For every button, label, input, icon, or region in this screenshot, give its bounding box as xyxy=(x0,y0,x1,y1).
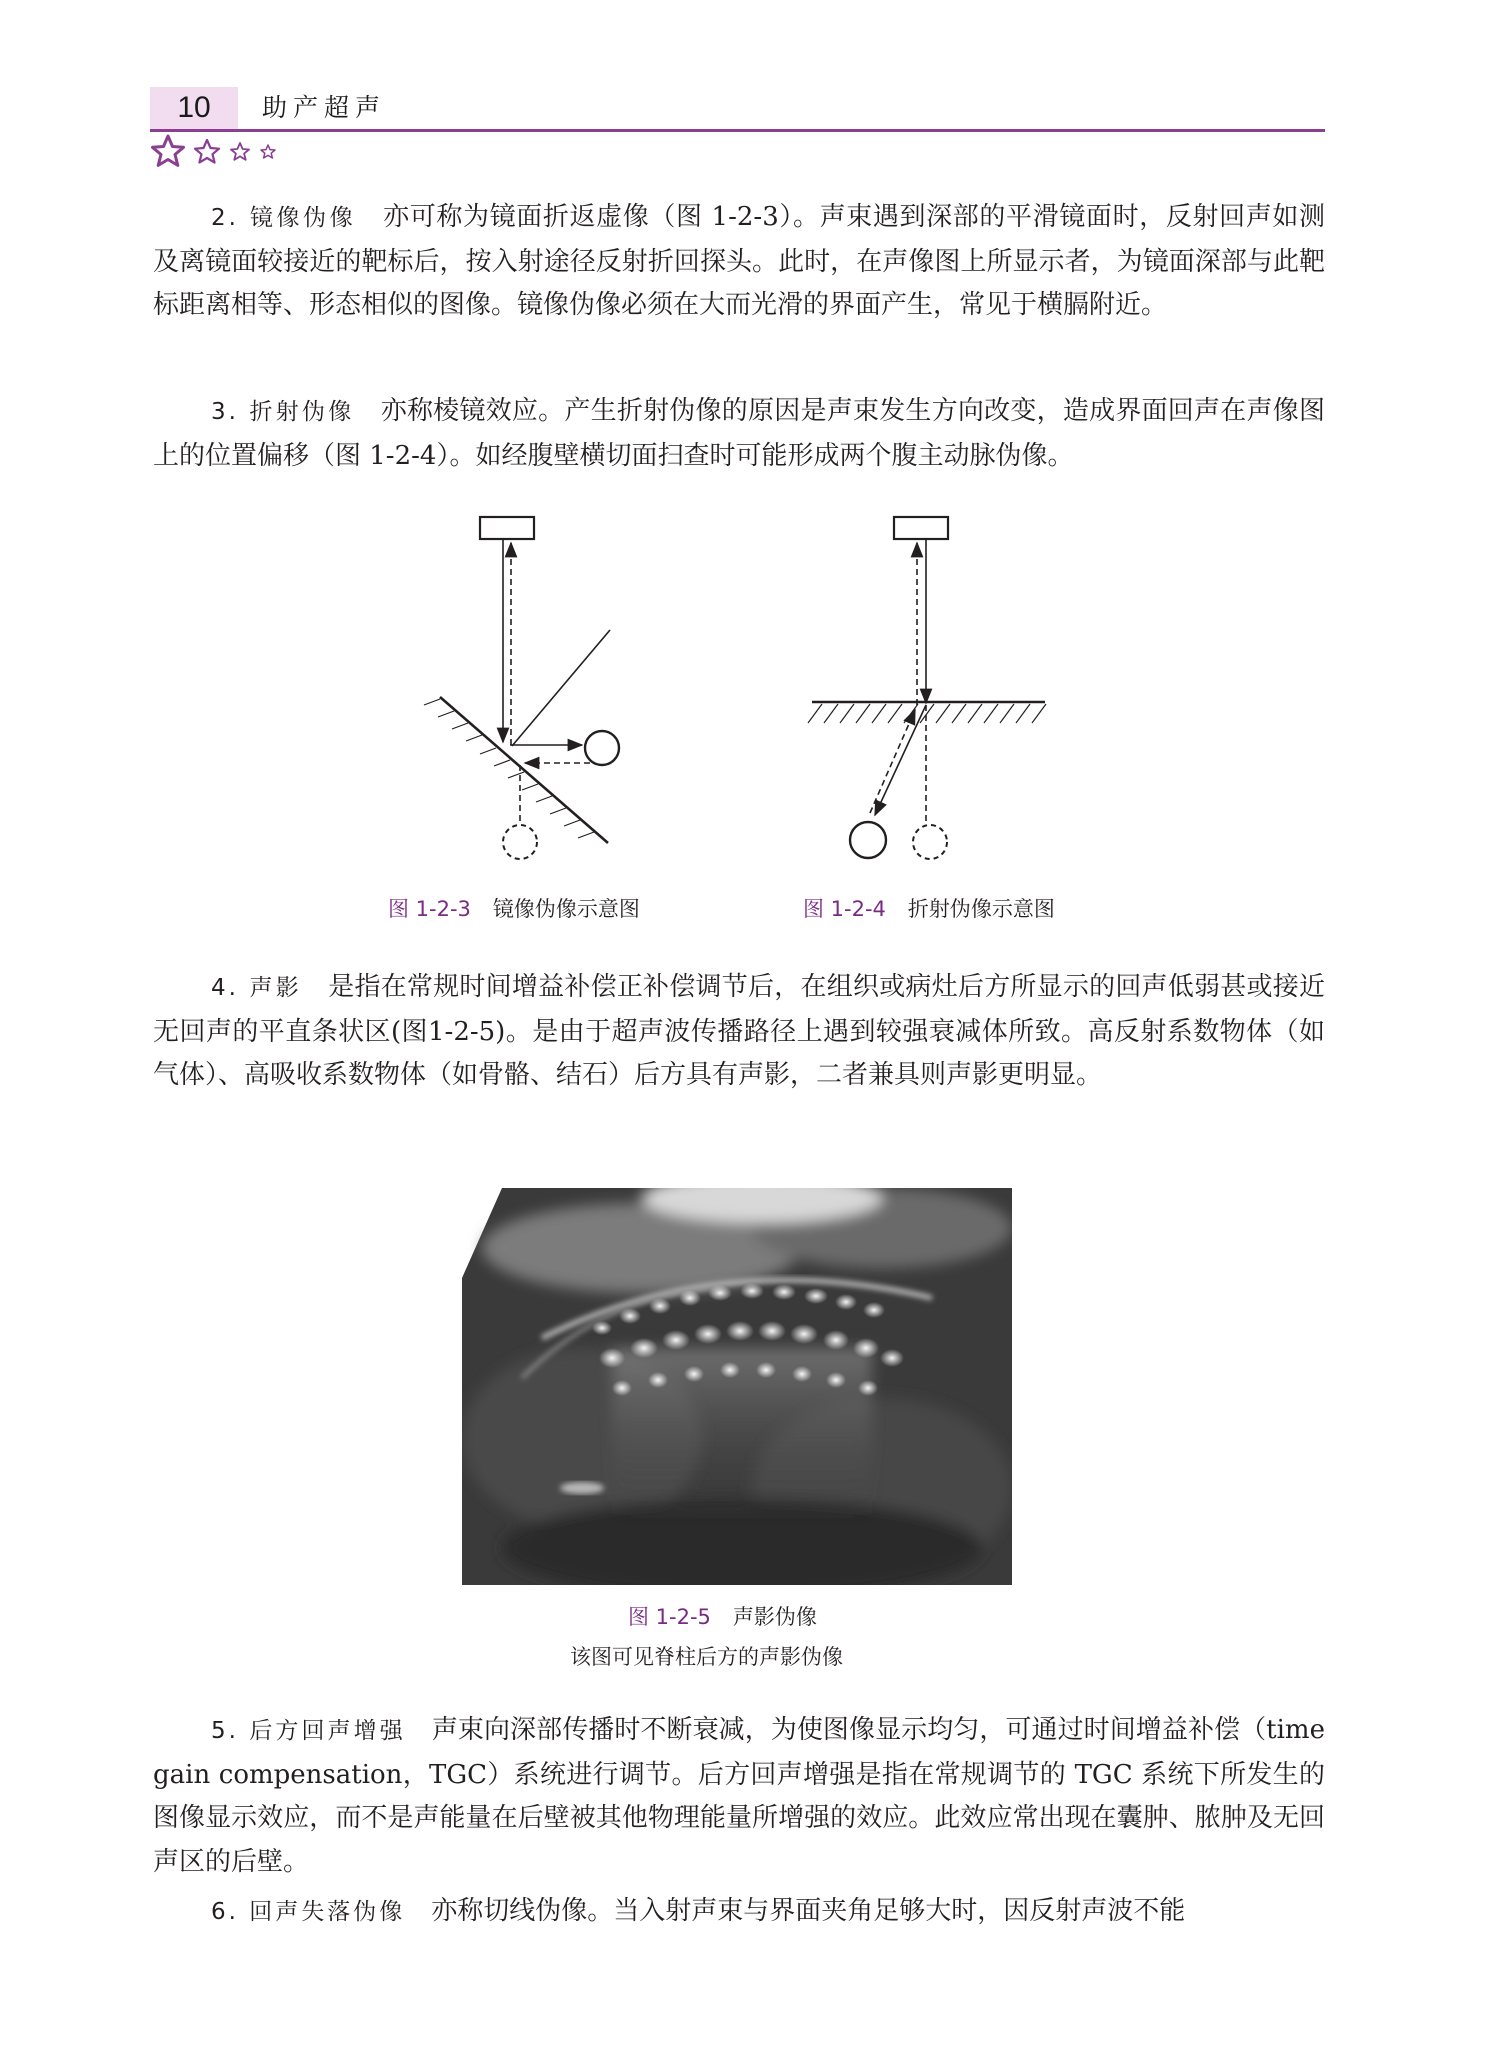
star-icon xyxy=(195,140,219,163)
paragraph-mirror-artifact xyxy=(153,196,1325,328)
star-icon xyxy=(153,136,184,165)
header-rule xyxy=(150,129,1325,132)
paragraph-acoustic-shadow xyxy=(153,966,1325,1098)
figure-number: 图 1-2-5 xyxy=(628,1605,711,1629)
figure-title: 折射伪像示意图 xyxy=(907,897,1055,921)
artifact-image-circle xyxy=(913,825,947,859)
paragraph-lead: 3. 折射伪像 xyxy=(211,399,355,425)
transducer-icon xyxy=(480,517,534,539)
target-circle xyxy=(850,822,886,858)
mirror-image-circle xyxy=(503,825,537,859)
figure-caption-1-2-3 xyxy=(388,893,640,923)
rating-stars-icon xyxy=(150,132,310,172)
figure-note: 该图可见脊柱后方的声影伪像 xyxy=(570,1645,843,1669)
page-number: 10 xyxy=(150,87,238,129)
paragraph-text: 亦称棱镜效应。产生折射伪像的原因是声束发生方向改变，造成界面回声在声像图上的位置偏移（图 1-2-4）。如经腹壁横切面扫查时可能形成两个腹主动脉伪像。 xyxy=(153,396,1325,471)
paragraph-lead: 4. 声影 xyxy=(211,975,302,1001)
figure-title: 镜像伪像示意图 xyxy=(492,897,640,921)
paragraph-lead: 6. 回声失落伪像 xyxy=(211,1899,406,1925)
paragraph-posterior-enhancement xyxy=(153,1709,1325,1884)
book-title: 助产超声 xyxy=(262,93,387,122)
paragraph-text: 声束向深部传播时不断衰减，为使图像显示均匀，可通过时间增益补偿（time gain compensation，TGC）系统进行调节。后方回声增强是指在常规调节的 TGC 系统下所发生的图像显示效应，而不是声能量在后壁被其他物理能量所增强的效应。此效应常出现在囊肿、脓肿及无回声区的后壁。 xyxy=(153,1715,1325,1877)
paragraph-text: 亦称切线伪像。当入射声束与界面夹角足够大时，因反射声波不能 xyxy=(431,1896,1186,1926)
refraction-artifact-diagram xyxy=(800,505,1060,875)
figure-caption-1-2-5 xyxy=(628,1601,817,1631)
star-icon xyxy=(261,145,275,158)
paragraph-text: 亦可称为镜面折返虚像（图 1-2-3）。声束遇到深部的平滑镜面时，反射回声如测及离镜面较接近的靶标后，按入射途径反射折回探头。此时，在声像图上所显示者，为镜面深部与此靶标距离相等、形态相似的图像。镜像伪像必须在大而光滑的界面产生，常见于横膈附近。 xyxy=(153,202,1325,320)
mirror-artifact-diagram xyxy=(410,505,640,875)
figure-caption-1-2-4 xyxy=(803,893,1055,923)
paragraph-echo-dropout xyxy=(153,1890,1325,1935)
figure-title: 声影伪像 xyxy=(732,1605,817,1629)
figure-number: 图 1-2-4 xyxy=(803,897,886,921)
mirror-interface xyxy=(440,697,608,843)
paragraph-text: 是指在常规时间增益补偿正补偿调节后，在组织或病灶后方所显示的回声低弱甚或接近无回声的平直条状区(图1-2-5)。是由于超声波传播路径上遇到较强衰减体所致。高反射系数物体（如气体）、高吸收系数物体（如骨骼、结石）后方具有声影，二者兼具则声影更明显。 xyxy=(153,972,1325,1090)
figure-number: 图 1-2-3 xyxy=(388,897,471,921)
ultrasound-image xyxy=(462,1188,1012,1585)
transducer-icon xyxy=(894,517,948,539)
star-icon xyxy=(231,143,249,160)
paragraph-lead: 2. 镜像伪像 xyxy=(211,205,357,231)
paragraph-lead: 5. 后方回声增强 xyxy=(211,1718,406,1744)
paragraph-refraction-artifact xyxy=(153,390,1325,478)
target-circle xyxy=(585,731,619,765)
